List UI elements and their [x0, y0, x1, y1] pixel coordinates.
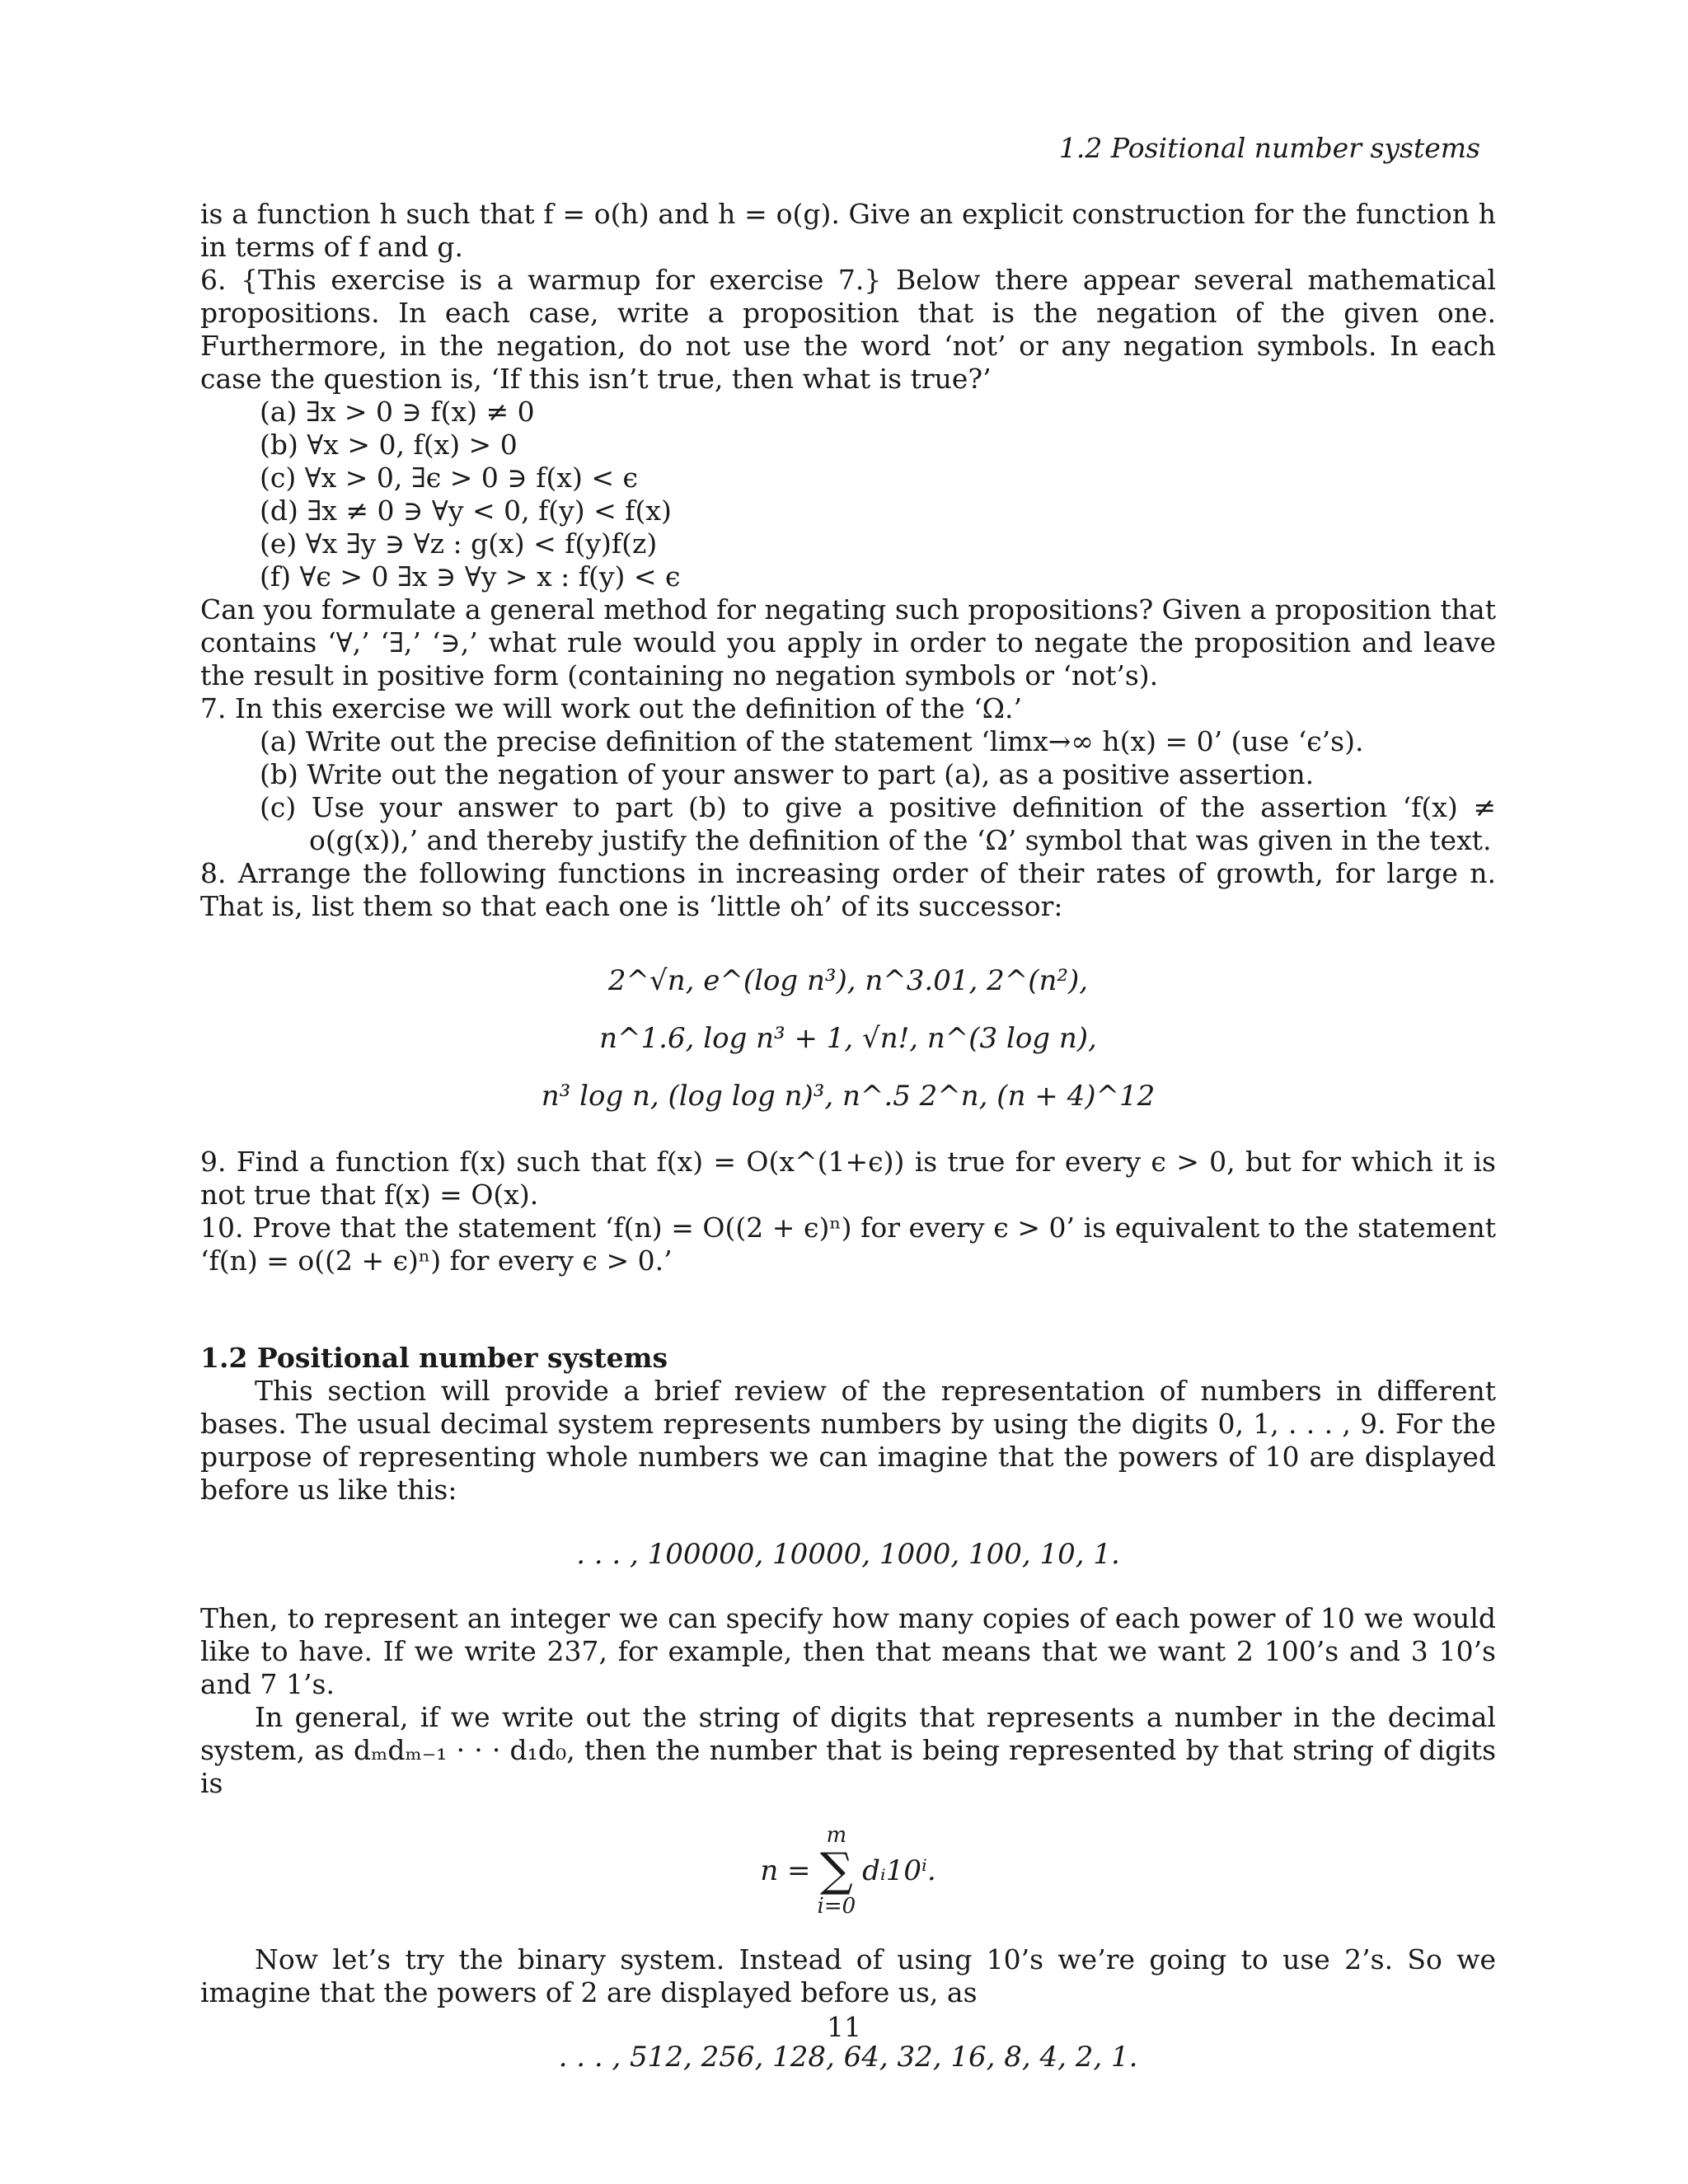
exercise-7-items — [200, 725, 1496, 857]
exercise-9: 9. Find a function f(x) such that f(x) = O(x^(1+ϵ)) is true for every ϵ > 0, but for which it is not true that f(x) = O(x). — [200, 1146, 1496, 1211]
section-paragraph-4: Now let’s try the binary system. Instead of using 10’s we’re going to use 2’s. So we imagine that the powers of 2 are displayed before us, as — [200, 1943, 1496, 2008]
sigma-lower-limit: i=0 — [817, 1894, 856, 1919]
powers-of-ten-display: . . . , 100000, 10000, 1000, 100, 10, 1. — [576, 1538, 1120, 1571]
exercise-6-followup: Can you formulate a general method for negating such propositions? Given a proposition that contains ‘∀,’ ‘∃,’ ‘∋,’ what rule would you apply in order to negate the proposition and leave the result in positive form (containing no negation symbols or ‘not’s). — [200, 593, 1496, 691]
exercise-7: 7. In this exercise we will work out the definition of the ‘Ω.’ — [200, 692, 1022, 724]
exercise-8: 8. Arrange the following functions in increasing order of their rates of growth, for large n. That is, list them so that each one is ‘little oh’ of its successor: — [200, 857, 1496, 922]
exercise-6-item-f: (f) ∀ϵ > 0 ∃x ∋ ∀y > x : f(y) < ϵ — [260, 560, 681, 593]
exercise-6-item-e: (e) ∀x ∃y ∋ ∀z : g(x) < f(y)f(z) — [260, 527, 658, 560]
summation-formula — [200, 1823, 1496, 1919]
sigma-symbol — [818, 1823, 856, 1919]
paragraph-continuation: is a function h such that f = o(h) and h = o(g). Give an explicit construction for the function h in terms of f and g. — [200, 198, 1496, 263]
section-heading: 1.2 Positional number systems — [200, 1342, 668, 1374]
exercise-7-item-c: (c) Use your answer to part (b) to give a positive definition of the assertion ‘f(x) ≠ o(g(x)),’ and thereby justify the definition of the ‘Ω’ symbol that was given in the text. — [260, 791, 1496, 856]
section-paragraph-2: Then, to represent an integer we can specify how many copies of each power of 10 we would like to have. If we write 237, for example, then that means that we want 2 100’s and 3 10’s and 7 1’s. — [200, 1602, 1496, 1700]
function-list-line-3: n³ log n, (log log n)³, n^.5 2^n, (n + 4)^12 — [541, 1080, 1156, 1113]
powers-of-two-display: . . . , 512, 256, 128, 64, 32, 16, 8, 4, 2, 1. — [558, 2041, 1138, 2074]
exercise-8-functions — [200, 964, 1496, 1113]
running-header: 1.2 Positional number systems — [1058, 132, 1480, 164]
exercise-7-item-b: (b) Write out the negation of your answer to part (a), as a positive assertion. — [260, 758, 1315, 790]
exercise-7-item-a: (a) Write out the precise definition of the statement ‘limx→∞ h(x) = 0’ (use ‘ϵ’s). — [260, 725, 1364, 757]
exercise-6-item-c: (c) ∀x > 0, ∃ϵ > 0 ∋ f(x) < ϵ — [260, 462, 638, 494]
sigma-glyph: ∑ — [819, 1844, 853, 1897]
function-list-line-2: n^1.6, log n³ + 1, √n!, n^(3 log n), — [599, 1022, 1097, 1055]
section-paragraph-3: In general, if we write out the string of digits that represents a number in the decimal system, as dₘdₘ₋₁ · · · d₁d₀, then the number that is being represented by that string of digits is — [200, 1701, 1496, 1799]
exercise-6-item-b: (b) ∀x > 0, f(x) > 0 — [260, 429, 518, 461]
exercise-6-item-d: (d) ∃x ≠ 0 ∋ ∀y < 0, f(y) < f(x) — [260, 494, 672, 527]
section-paragraph-1: This section will provide a brief review of the representation of numbers in different bases. The usual decimal system represents numbers by using the digits 0, 1, . . . , 9. For the purpose of representing whole numbers we can imagine that the powers of 10 are displayed before us like this: — [200, 1375, 1496, 1506]
exercise-6-items — [200, 396, 1496, 593]
page-number: 11 — [827, 2011, 861, 2043]
function-list-line-1: 2^√n, e^(log n³), n^3.01, 2^(n²), — [607, 964, 1089, 997]
body-text — [200, 198, 1496, 2105]
sigma-upper-limit: m — [826, 1823, 847, 1848]
exercise-6: 6. {This exercise is a warmup for exercise 7.} Below there appear several mathematical propositions. In each case, write a proposition that is the negation of the given one. Furthermore, in the negation, do not use the word ‘not’ or any negation symbols. In each case the question is, ‘If this isn’t true, then what is true?’ — [200, 264, 1496, 395]
exercise-10: 10. Prove that the statement ‘f(n) = O((2 + ϵ)ⁿ) for every ϵ > 0’ is equivalent to the statement ‘f(n) = o((2 + ϵ)ⁿ) for every ϵ > 0.’ — [200, 1212, 1496, 1277]
formula-lhs: n = — [760, 1854, 811, 1887]
exercise-6-item-a: (a) ∃x > 0 ∋ f(x) ≠ 0 — [260, 396, 535, 428]
formula-term: dᵢ10ⁱ. — [862, 1854, 936, 1887]
